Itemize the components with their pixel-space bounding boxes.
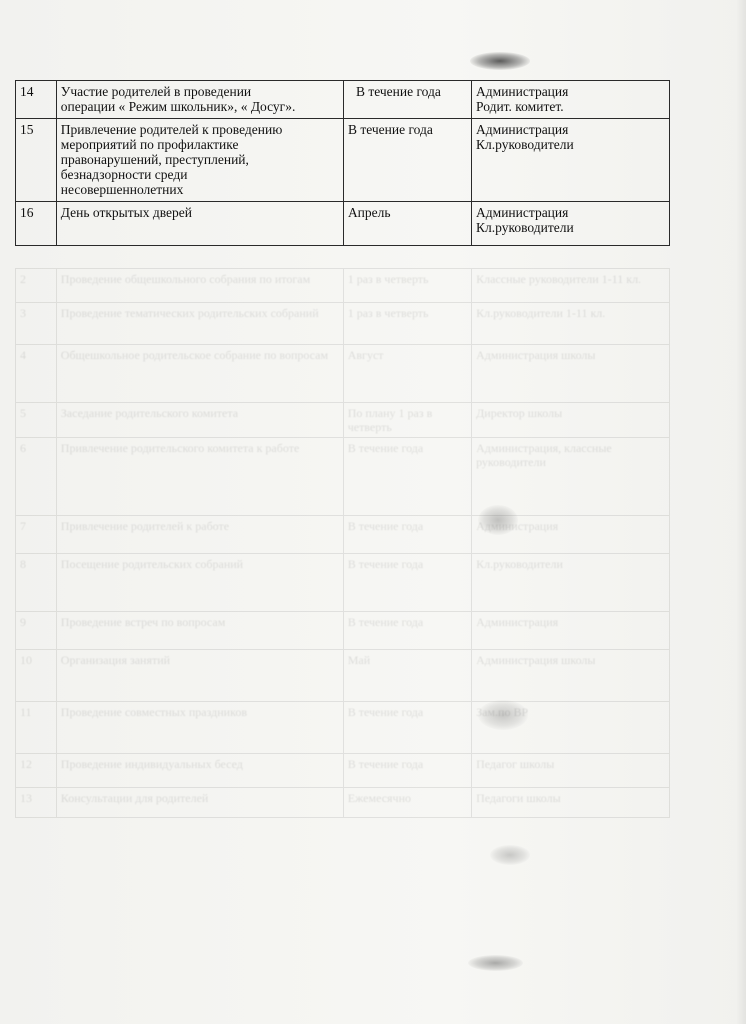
ghost-cell: Посещение родительских собраний: [56, 554, 343, 612]
table-row: [16, 81, 670, 119]
ghost-cell: Педагог школы: [472, 754, 670, 788]
ghost-cell: 3: [16, 303, 57, 345]
ghost-cell: 1 раз в четверть: [343, 269, 471, 303]
ghost-cell: Проведение встреч по вопросам: [56, 612, 343, 650]
ghost-cell: 6: [16, 438, 57, 516]
row-number: 14: [16, 81, 57, 119]
responsible-cell: [472, 202, 670, 246]
ghost-cell: Проведение общешкольного собрания по итогам: [56, 269, 343, 303]
ghost-row: [16, 788, 670, 818]
ghost-cell: Администрация школы: [472, 650, 670, 702]
ink-smudge: [490, 845, 530, 865]
ghost-row: [16, 650, 670, 702]
ghost-row: [16, 516, 670, 554]
ghost-cell: Администрация школы: [472, 345, 670, 403]
ghost-cell: 1 раз в четверть: [343, 303, 471, 345]
responsible-line: Администрация: [476, 84, 569, 99]
event-line: мероприятий по профилактике: [60, 137, 239, 152]
term-text: В течение года: [355, 84, 441, 99]
ghost-cell: 12: [16, 754, 57, 788]
event-line: безнадзорности среди: [60, 167, 188, 182]
ghost-cell: Август: [343, 345, 471, 403]
term-text: Апрель: [347, 205, 391, 220]
ghost-row: [16, 554, 670, 612]
ghost-row: [16, 612, 670, 650]
ghost-cell: Кл.руководители: [472, 554, 670, 612]
responsible-line: Родит. комитет.: [476, 99, 564, 114]
responsible-cell: [472, 119, 670, 202]
ghost-cell: 7: [16, 516, 57, 554]
row-number: 16: [16, 202, 57, 246]
row-number: 15: [16, 119, 57, 202]
ghost-cell: Проведение тематических родительских собраний: [56, 303, 343, 345]
ghost-row: [16, 303, 670, 345]
event-line: Участие родителей в проведении: [60, 84, 252, 99]
ghost-cell: Проведение совместных праздников: [56, 702, 343, 754]
term-text: В течение года: [347, 122, 433, 137]
ink-smudge: [468, 955, 523, 971]
ghost-cell: Кл.руководители 1-11 кл.: [472, 303, 670, 345]
ghost-cell: Администрация, классные руководители: [472, 438, 670, 516]
ghost-cell: Привлечение родительского комитета к работе: [56, 438, 343, 516]
ghost-cell: Общешкольное родительское собрание по вопросам: [56, 345, 343, 403]
ghost-cell: Организация занятий: [56, 650, 343, 702]
responsible-line: Администрация: [476, 122, 569, 137]
ghost-row: [16, 438, 670, 516]
responsible-cell: [472, 81, 670, 119]
event-line: операции « Режим школьник», « Досуг».: [60, 99, 296, 114]
ghost-cell: 10: [16, 650, 57, 702]
ghost-cell: В течение года: [343, 554, 471, 612]
ghost-cell: 2: [16, 269, 57, 303]
ghost-row: [16, 702, 670, 754]
term-cell: [343, 119, 471, 202]
ghost-cell: Классные руководители 1-11 кл.: [472, 269, 670, 303]
ghost-row: [16, 754, 670, 788]
table-row: [16, 202, 670, 246]
ghost-cell: В течение года: [343, 612, 471, 650]
responsible-line: Администрация: [476, 205, 569, 220]
bleed-through-table: [15, 268, 670, 818]
event-line: правонарушений, преступлений,: [60, 152, 249, 167]
ghost-cell: В течение года: [343, 702, 471, 754]
ghost-cell: 4: [16, 345, 57, 403]
event-cell: [56, 81, 343, 119]
ghost-cell: Май: [343, 650, 471, 702]
ghost-cell: В течение года: [343, 754, 471, 788]
table-row: [16, 119, 670, 202]
ghost-cell: 11: [16, 702, 57, 754]
ghost-cell: Зам.по ВР: [472, 702, 670, 754]
responsible-line: Кл.руководители: [476, 220, 574, 235]
plan-table: [15, 80, 670, 246]
ghost-cell: Заседание родительского комитета: [56, 403, 343, 438]
term-cell: [343, 81, 471, 119]
ink-smudge: [470, 52, 530, 70]
ghost-row: [16, 403, 670, 438]
event-cell: [56, 202, 343, 246]
event-cell: [56, 119, 343, 202]
event-line: Привлечение родителей к проведению: [60, 122, 283, 137]
term-cell: [343, 202, 471, 246]
ghost-cell: Администрация: [472, 612, 670, 650]
event-line: День открытых дверей: [60, 205, 192, 220]
responsible-line: Кл.руководители: [476, 137, 574, 152]
ghost-cell: Педагоги школы: [472, 788, 670, 818]
ghost-row: [16, 269, 670, 303]
page-edge-shadow: [736, 0, 746, 1024]
ghost-cell: Проведение индивидуальных бесед: [56, 754, 343, 788]
ghost-cell: 8: [16, 554, 57, 612]
ghost-cell: 13: [16, 788, 57, 818]
ghost-cell: 9: [16, 612, 57, 650]
ghost-row: [16, 345, 670, 403]
ghost-cell: Привлечение родителей к работе: [56, 516, 343, 554]
ghost-cell: Консультации для родителей: [56, 788, 343, 818]
ghost-cell: 5: [16, 403, 57, 438]
ghost-cell: В течение года: [343, 438, 471, 516]
ghost-cell: Ежемесячно: [343, 788, 471, 818]
ghost-cell: В течение года: [343, 516, 471, 554]
ghost-cell: Директор школы: [472, 403, 670, 438]
ghost-cell: По плану 1 раз в четверть: [343, 403, 471, 438]
ghost-cell: Администрация: [472, 516, 670, 554]
event-line: несовершеннолетних: [60, 182, 184, 197]
